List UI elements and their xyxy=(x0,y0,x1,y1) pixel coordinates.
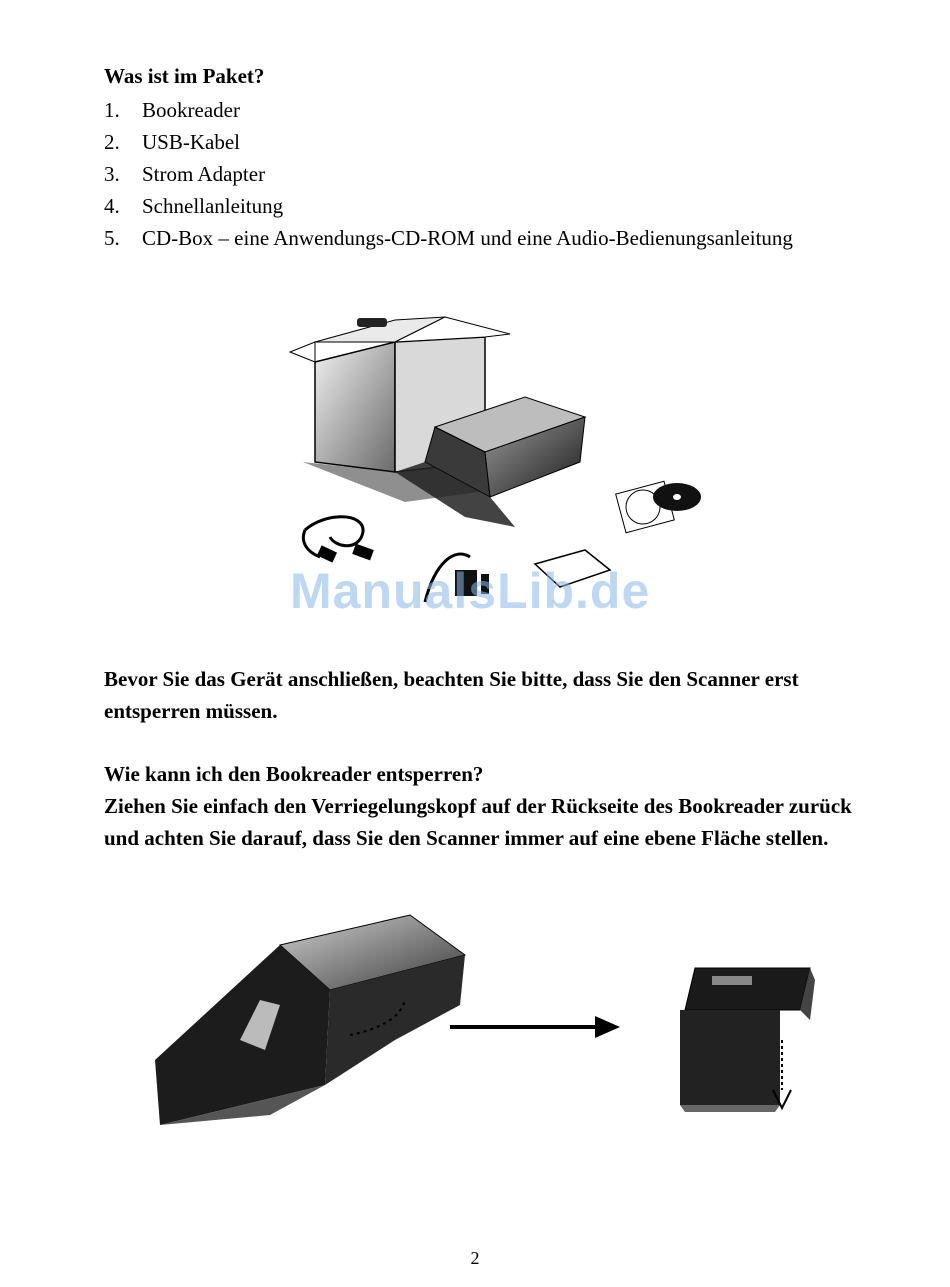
unlock-question: Wie kann ich den Bookreader entsperren? xyxy=(104,762,484,786)
list-text: CD-Box – eine Anwendungs-CD-ROM und eine Audio-Bedienungsanleitung xyxy=(142,226,793,250)
list-item xyxy=(104,224,793,256)
unlock-illustration xyxy=(150,910,830,1140)
watermark: ManualsLib.de xyxy=(290,563,651,619)
list-number: 1. xyxy=(104,98,120,122)
usb-cable-icon xyxy=(303,517,372,561)
list-text: Schnellanleitung xyxy=(142,194,284,218)
list-item xyxy=(104,128,793,160)
list-item xyxy=(104,96,793,128)
package-contents-list xyxy=(104,96,793,256)
notice-text: Bevor Sie das Gerät anschließen, beachten Sie bitte, dass Sie den Scanner erst entsperren müssen. xyxy=(104,667,799,723)
list-number: 3. xyxy=(104,162,120,186)
list-text: Bookreader xyxy=(142,98,240,122)
list-text: USB-Kabel xyxy=(142,130,240,154)
list-text: Strom Adapter xyxy=(142,162,266,186)
cd-box-icon xyxy=(616,481,701,533)
unlock-section xyxy=(104,758,864,854)
list-item xyxy=(104,192,793,224)
scanner-back-icon xyxy=(155,915,465,1125)
list-item xyxy=(104,160,793,192)
list-number: 4. xyxy=(104,194,120,218)
unlock-answer: Ziehen Sie einfach den Verriegelungskopf auf der Rückseite des Bookreader zurück und achten Sie darauf, dass Sie den Scanner immer auf eine ebene Fläche stellen. xyxy=(104,794,852,850)
list-number: 5. xyxy=(104,226,120,250)
arrow-right-icon xyxy=(450,1016,620,1038)
list-number: 2. xyxy=(104,130,120,154)
package-heading: Was ist im Paket? xyxy=(104,64,265,88)
lock-head-detail-icon xyxy=(680,968,815,1112)
page-number: 2 xyxy=(470,1248,480,1268)
